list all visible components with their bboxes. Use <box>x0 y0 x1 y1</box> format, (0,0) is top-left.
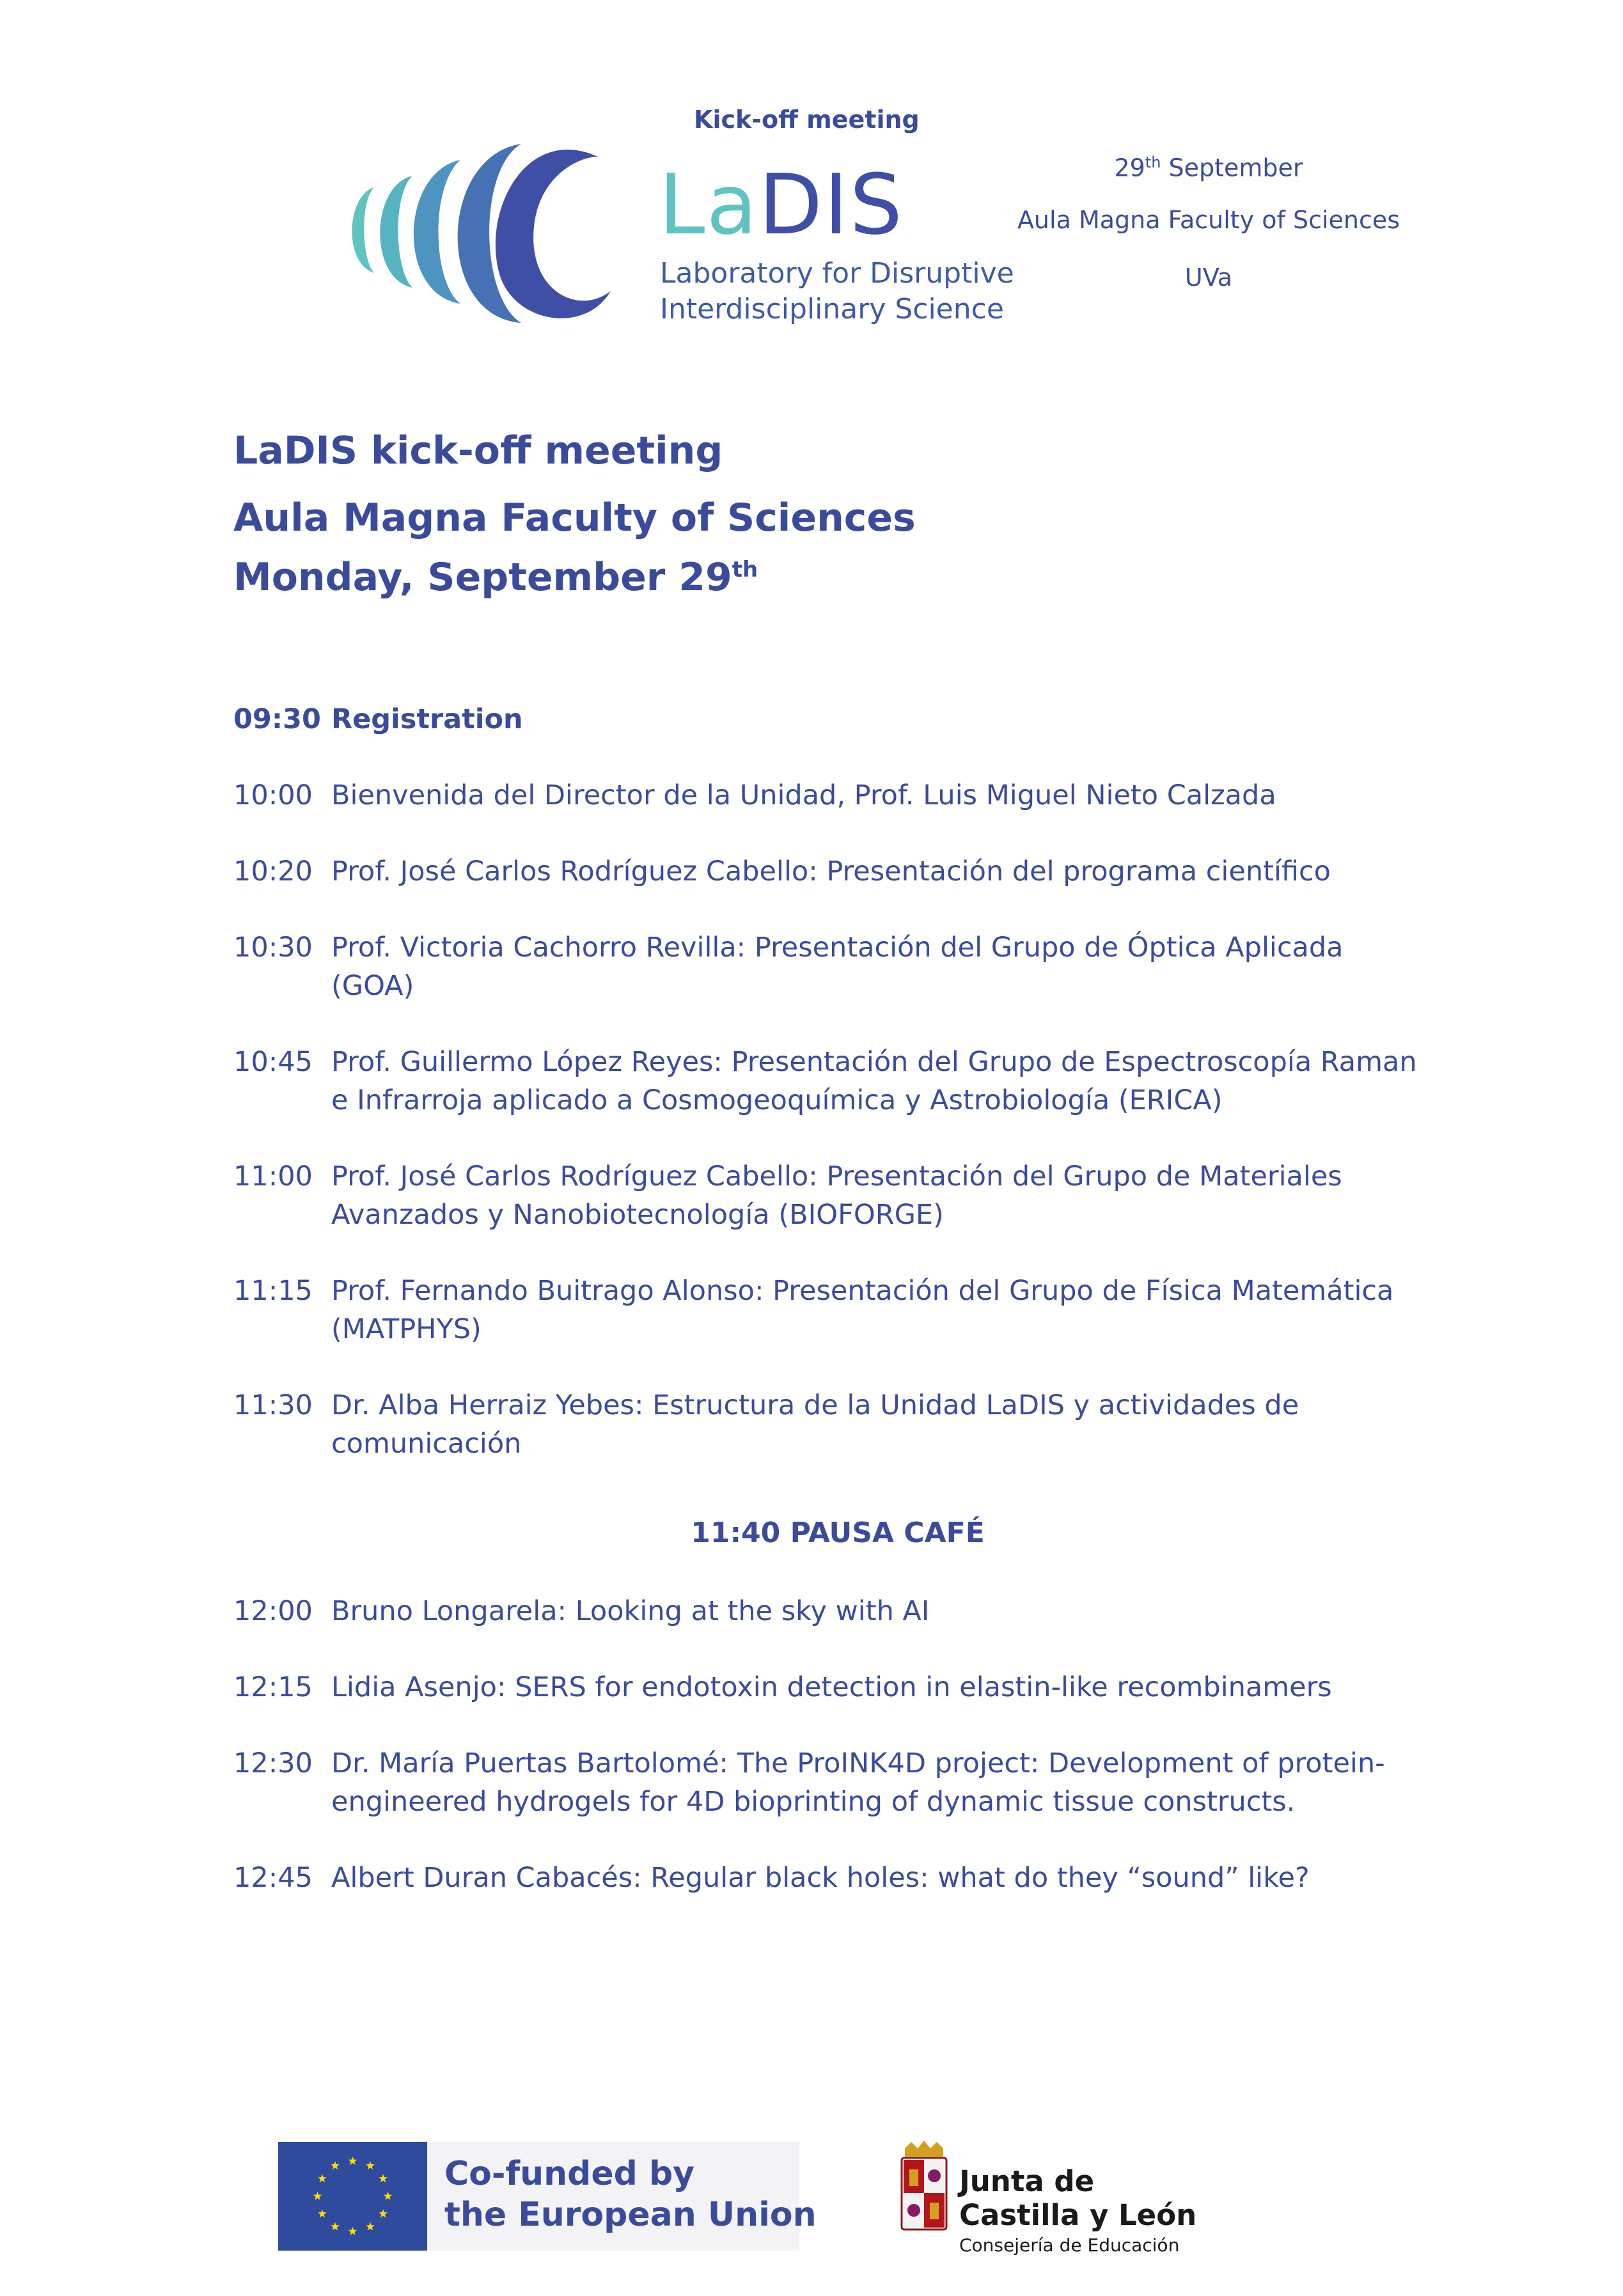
agenda-text-line: engineered hydrogels for 4D bioprinting of dynamic tissue constructs. <box>331 1786 1296 1818</box>
eu-flag-icon <box>278 2142 427 2251</box>
agenda-text <box>331 1859 1442 1897</box>
agenda-before-break <box>233 776 1442 1463</box>
page-title: LaDIS kick-off meeting <box>233 428 723 473</box>
logo-text-dis: DIS <box>758 156 904 253</box>
agenda-text <box>331 1043 1442 1120</box>
agenda-text-line: Prof. José Carlos Rodríguez Cabello: Presentación del Grupo de Materiales <box>331 1160 1342 1192</box>
eu-cofunded-text <box>444 2153 817 2235</box>
date-title-text: Monday, September 29 <box>233 555 732 600</box>
header-date-day: 29 <box>1114 153 1145 182</box>
date-title-suffix: th <box>732 557 758 582</box>
agenda-text <box>331 1386 1442 1463</box>
agenda-time: 09:30 <box>233 703 321 735</box>
agenda-time: 10:00 <box>233 779 313 811</box>
eu-line2: the European Union <box>444 2196 817 2234</box>
agenda-text-line: Bruno Longarela: Looking at the sky with AI <box>331 1595 930 1627</box>
agenda-time: 10:20 <box>233 855 313 887</box>
agenda-text <box>331 1157 1442 1234</box>
agenda-text-line: Dr. Alba Herraiz Yebes: Estructura de la Unidad LaDIS y actividades de <box>331 1389 1299 1421</box>
agenda-item <box>233 928 1442 1005</box>
agenda-text-line: Avanzados y Nanobiotecnología (BIOFORGE) <box>331 1199 944 1231</box>
agenda-text-line: Bienvenida del Director de la Unidad, Prof. Luis Miguel Nieto Calzada <box>331 779 1276 811</box>
agenda-text <box>331 1744 1442 1821</box>
agenda-time: 12:15 <box>233 1671 313 1703</box>
agenda-time: 11:15 <box>233 1275 313 1307</box>
agenda-time: 10:30 <box>233 932 313 964</box>
logo-text-la: La <box>659 156 759 253</box>
agenda-text <box>331 1592 1442 1630</box>
agenda-text: Registration <box>331 703 523 735</box>
header-venue: Aula Magna Faculty of Sciences <box>1017 206 1400 234</box>
header-institution: UVa <box>1184 263 1233 292</box>
agenda-text-line: Albert Duran Cabacés: Regular black holes: what do they “sound” like? <box>331 1862 1310 1894</box>
agenda-time: 10:45 <box>233 1046 313 1078</box>
agenda-text-line: Prof. José Carlos Rodríguez Cabello: Presentación del programa científico <box>331 855 1331 887</box>
junta-line1: Junta de <box>959 2164 1095 2198</box>
agenda-text-line: Prof. Fernando Buitrago Alonso: Presentación del Grupo de Física Matemática <box>331 1275 1394 1307</box>
venue-title: Aula Magna Faculty of Sciences <box>233 496 916 540</box>
agenda-item <box>233 1386 1442 1463</box>
agenda-time: 12:00 <box>233 1595 313 1627</box>
agenda-text-line: Prof. Victoria Cachorro Revilla: Presentación del Grupo de Óptica Aplicada <box>331 932 1344 964</box>
eu-line1: Co-funded by <box>444 2155 695 2193</box>
logo-subtitle-line1: Laboratory for Disruptive <box>660 257 1014 290</box>
agenda-text <box>331 852 1442 891</box>
agenda-text-line: Lidia Asenjo: SERS for endotoxin detection in elastin-like recombinamers <box>331 1671 1332 1703</box>
agenda-text-line: Dr. María Puertas Bartolomé: The ProINK4D project: Development of protein- <box>331 1747 1385 1779</box>
agenda-item <box>233 1744 1442 1821</box>
agenda-text-line: e Infrarroja aplicado a Cosmogeoquímica y Astrobiología (ERICA) <box>331 1084 1223 1116</box>
consejeria-text: Consejería de Educación <box>959 2235 1180 2256</box>
agenda-text <box>331 1272 1442 1348</box>
agenda-item <box>233 1272 1442 1348</box>
ladis-logo-rings-icon <box>336 131 617 326</box>
logo-subtitle-line2: Interdisciplinary Science <box>660 293 1004 325</box>
header-date-month: September <box>1161 153 1303 182</box>
agenda-text <box>331 776 1442 815</box>
ladis-logo-wordmark <box>659 156 904 253</box>
date-title <box>233 555 758 600</box>
agenda-item <box>233 776 1442 815</box>
agenda-time: 12:45 <box>233 1862 313 1894</box>
agenda-text-line: Prof. Guillermo López Reyes: Presentación del Grupo de Espectroscopía Raman <box>331 1046 1417 1078</box>
agenda-time: 12:30 <box>233 1747 313 1779</box>
junta-text <box>959 2164 1196 2232</box>
agenda-item <box>233 1592 1442 1630</box>
kickoff-label: Kick-off meeting <box>694 105 920 134</box>
header-date <box>998 153 1420 182</box>
header-date-suffix: th <box>1145 153 1161 171</box>
agenda-item <box>233 852 1442 891</box>
logo-subtitle <box>660 256 1014 327</box>
agenda-text-line: (MATPHYS) <box>331 1313 482 1345</box>
agenda-time: 11:30 <box>233 1389 313 1421</box>
agenda-after-break <box>233 1592 1442 1897</box>
junta-line2: Castilla y León <box>959 2198 1197 2232</box>
agenda-registration <box>233 700 1442 738</box>
agenda-item <box>233 1043 1442 1120</box>
agenda-item <box>233 1668 1442 1706</box>
agenda-text-line: comunicación <box>331 1428 522 1460</box>
agenda-item <box>233 1157 1442 1234</box>
agenda-text <box>331 928 1442 1005</box>
agenda-item <box>233 1859 1442 1897</box>
agenda <box>233 700 1442 1897</box>
agenda-text <box>331 1668 1442 1706</box>
agenda-time: 11:00 <box>233 1160 313 1192</box>
castilla-leon-crest-icon <box>895 2139 953 2235</box>
agenda-text-line: (GOA) <box>331 970 414 1002</box>
coffee-break: 11:40 PAUSA CAFÉ <box>691 1517 985 1549</box>
